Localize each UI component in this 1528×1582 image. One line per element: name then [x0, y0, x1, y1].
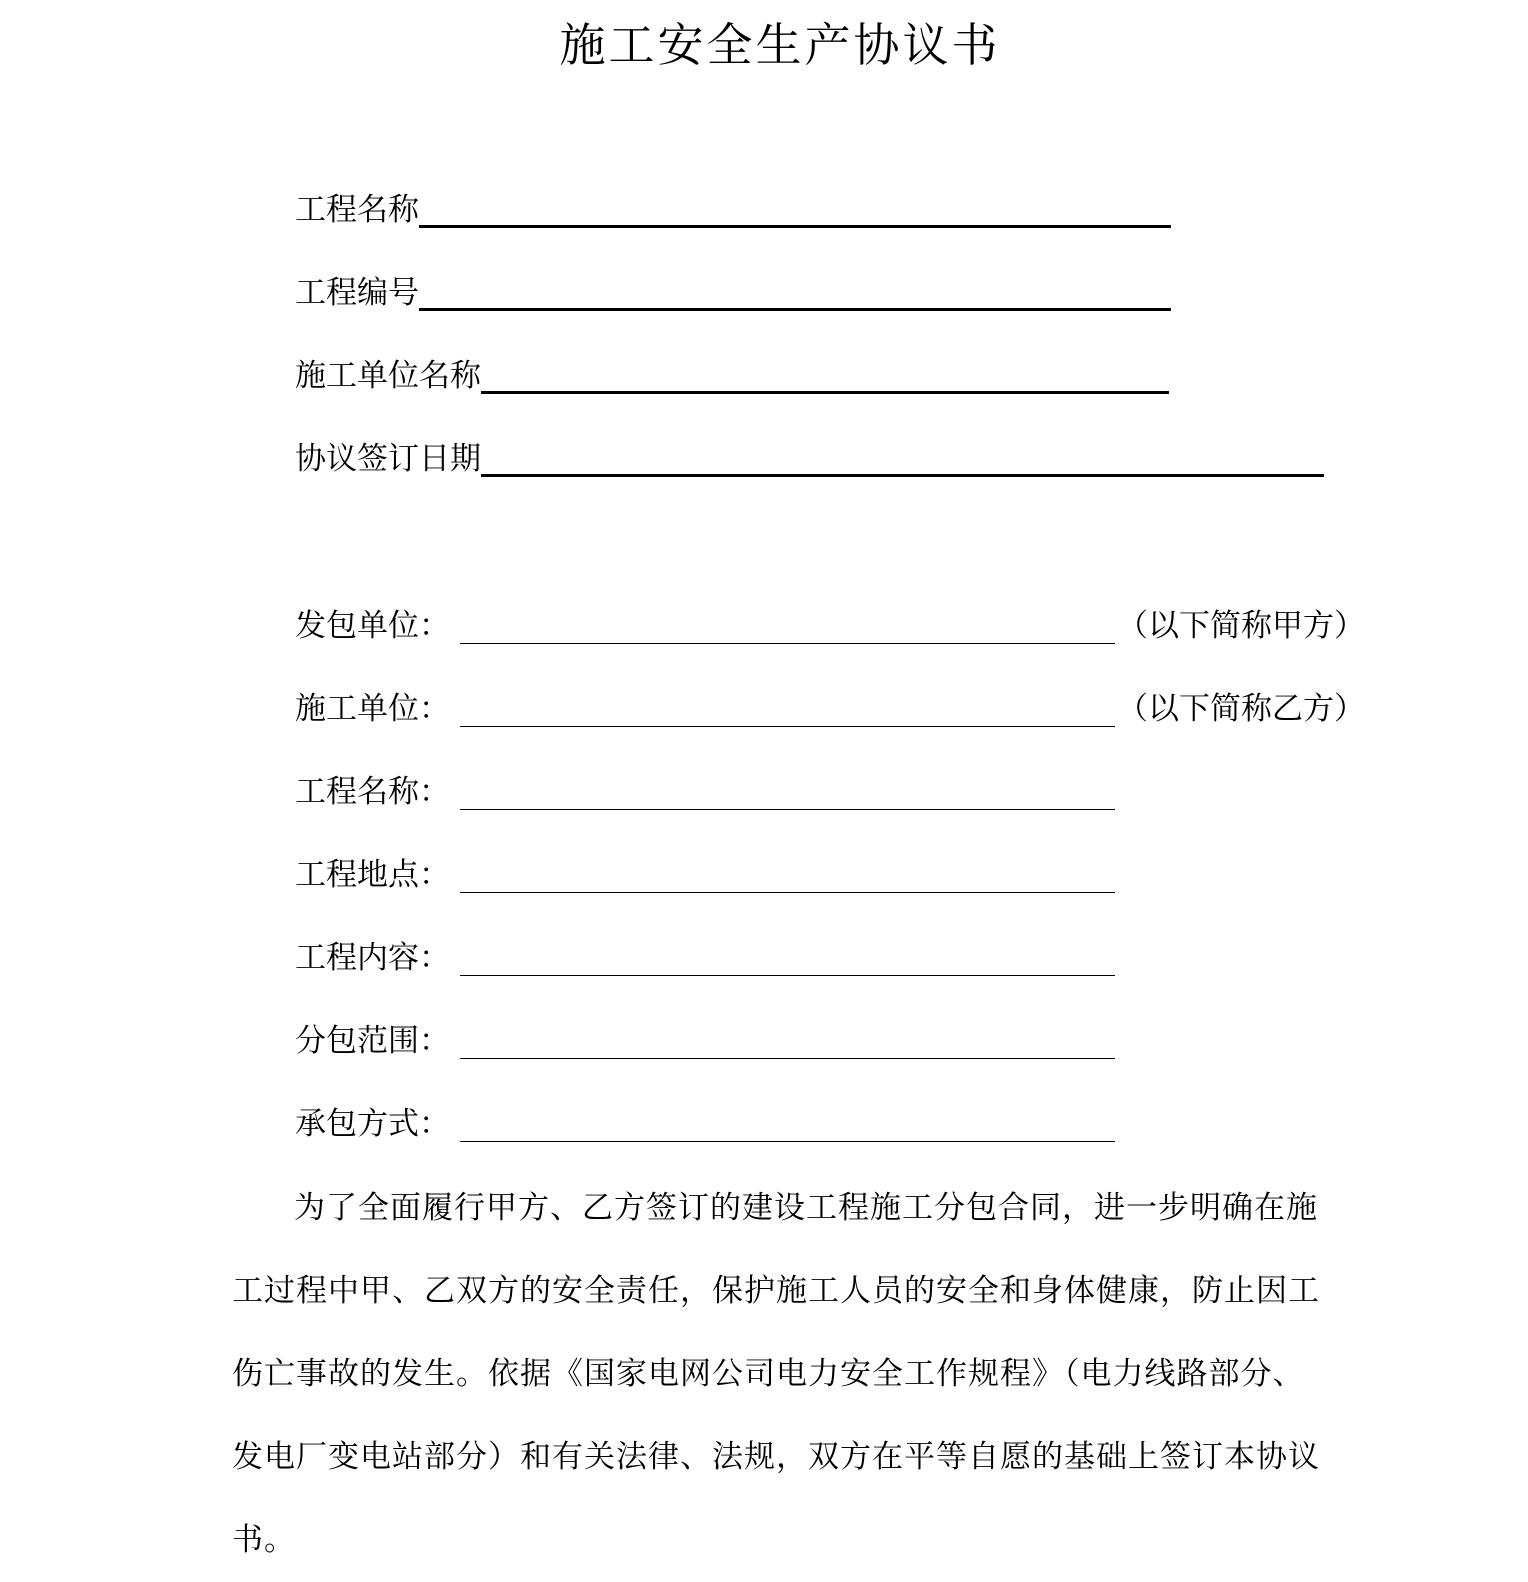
party-field-employer: [295, 606, 1365, 646]
field-label: 施工单位名称: [295, 358, 481, 394]
cutoff-next-line: [232, 1512, 1332, 1528]
project-name-blank[interactable]: [419, 225, 1171, 228]
field-suffix: （以下简称乙方）: [1117, 691, 1365, 727]
cover-field-contractor-name: [295, 356, 1169, 396]
field-label: 工程编号: [295, 275, 419, 311]
cover-field-project-number: [295, 273, 1171, 313]
signing-date-blank[interactable]: [481, 474, 1324, 477]
project-location-blank[interactable]: [460, 892, 1115, 893]
contract-method-blank[interactable]: [460, 1141, 1115, 1142]
party-field-project-location: [295, 855, 1115, 895]
field-label: 分包范围：: [295, 1023, 450, 1059]
field-label: 工程内容：: [295, 940, 450, 976]
subcontract-scope-blank[interactable]: [460, 1058, 1115, 1059]
party-field-project-content: [295, 938, 1115, 978]
employer-blank[interactable]: [460, 643, 1115, 644]
project-number-blank[interactable]: [419, 308, 1171, 311]
party-field-contract-method: [295, 1104, 1115, 1144]
party-field-project-name: [295, 772, 1115, 812]
party-field-subcontract-scope: [295, 1021, 1115, 1061]
field-suffix: （以下简称甲方）: [1117, 608, 1365, 644]
field-label: 发包单位：: [295, 608, 450, 644]
party-field-contractor: [295, 689, 1365, 729]
field-label: 施工单位：: [295, 691, 450, 727]
field-label: 协议签订日期: [295, 441, 481, 477]
field-label: 承包方式：: [295, 1106, 450, 1142]
cover-field-signing-date: [295, 439, 1324, 479]
document-title: 施工安全生产协议书: [559, 18, 1001, 72]
project-name-blank[interactable]: [460, 809, 1115, 810]
field-label: 工程名称: [295, 192, 419, 228]
field-label: 工程名称：: [295, 774, 450, 810]
intro-paragraph: 为了全面履行甲方、乙方签订的建设工程施工分包合同，进一步明确在施工过程中甲、乙双方的安全责任，保护施工人员的安全和身体健康，防止因工伤亡事故的发生。依据《国家电网公司电力安全工作规程》（电力线路部分、发电厂变电站部分）和有关法律、法规，双方在平等自愿的基础上签订本协议书。: [232, 1190, 1320, 1558]
project-content-blank[interactable]: [460, 975, 1115, 976]
contractor-name-blank[interactable]: [481, 391, 1169, 394]
field-label: 工程地点：: [295, 857, 450, 893]
contractor-blank[interactable]: [460, 726, 1115, 727]
cover-field-project-name: [295, 190, 1171, 230]
